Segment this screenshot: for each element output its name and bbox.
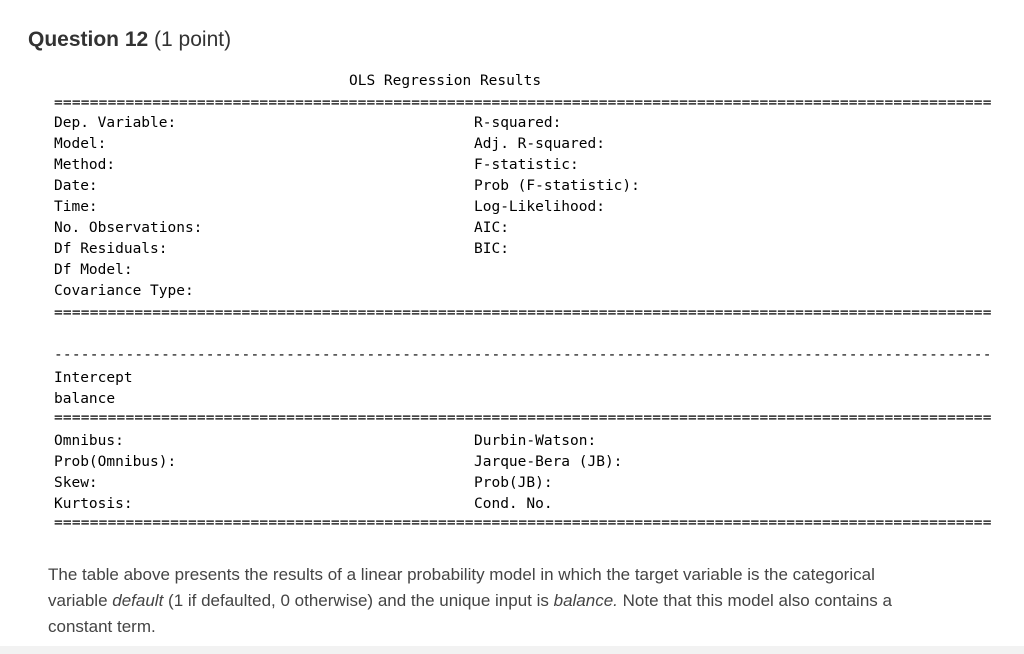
info-label: No. Observations: (54, 220, 203, 236)
double-rule: ========================================================================================================= (54, 305, 992, 321)
info-label: Dep. Variable: (54, 115, 177, 131)
stat-label: AIC: (474, 220, 509, 236)
ols-title: OLS Regression Results (349, 73, 542, 89)
double-rule: ========================================================================================================= (54, 410, 992, 426)
variable-balance: balance. (553, 591, 618, 610)
info-label: Method: (54, 157, 116, 173)
description-text: Note that this model also contains a constant term. (48, 591, 892, 636)
stat-label: BIC: (474, 241, 509, 257)
stat-label: Adj. R-squared: (474, 136, 605, 152)
diag-label: Jarque-Bera (JB): (474, 454, 623, 470)
question-points: (1 point) (154, 28, 232, 51)
diag-label: Prob(Omnibus): (54, 454, 177, 470)
question-title (28, 28, 231, 52)
double-rule: ========================================================================================================= (54, 95, 992, 111)
diag-label: Durbin-Watson: (474, 433, 597, 449)
question-number: Question 12 (28, 28, 149, 51)
diag-label: Skew: (54, 475, 98, 491)
info-label: Time: (54, 199, 98, 215)
stat-label: R-squared: (474, 115, 562, 131)
question-description (48, 562, 898, 640)
stat-label: Prob (F-statistic): (474, 178, 640, 194)
row-name: Intercept (54, 370, 133, 386)
description-text: (1 if defaulted, 0 otherwise) and the unique input is (163, 591, 554, 610)
single-rule: --------------------------------------------------------------------------------------------------------- (54, 347, 992, 363)
diag-label: Prob(JB): (474, 475, 553, 491)
info-label: Date: (54, 178, 98, 194)
description-text: The table above presents the results of a linear probability model in which the target variable is the categorical variable (48, 565, 875, 610)
info-label: Df Model: (54, 262, 133, 278)
variable-default: default (112, 591, 164, 610)
diag-label: Omnibus: (54, 433, 124, 449)
info-label: Df Residuals: (54, 241, 168, 257)
footer-bar (0, 646, 1024, 654)
stat-label: F-statistic: (474, 157, 579, 173)
double-rule: ========================================================================================================= (54, 515, 992, 531)
stat-label: Log-Likelihood: (474, 199, 605, 215)
info-label: Model: (54, 136, 107, 152)
diag-label: Cond. No. (474, 496, 553, 512)
diag-label: Kurtosis: (54, 496, 133, 512)
info-label: Covariance Type: (54, 283, 194, 299)
row-name: balance (54, 391, 116, 407)
